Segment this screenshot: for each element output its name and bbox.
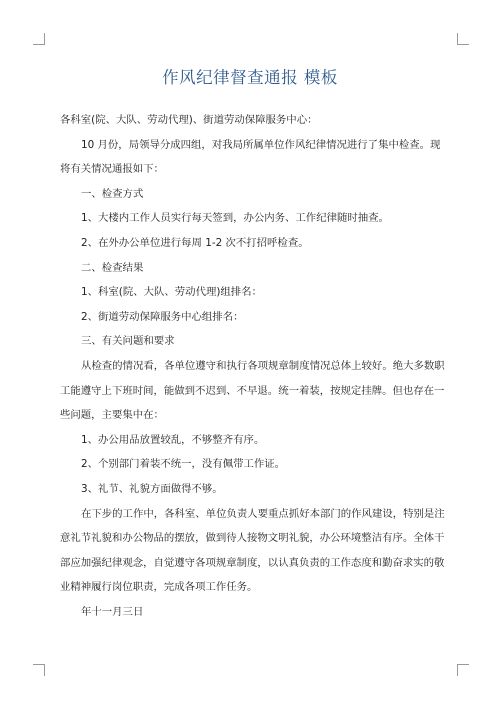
result-item-2: 2、街道劳动保障服务中心组排名： <box>81 310 244 323</box>
crop-mark-top-right <box>457 33 469 45</box>
method-item-1: 1、大楼内工作人员实行每天签到，办公内务、工作纪律随时抽查。 <box>81 212 389 225</box>
result-item-1: 1、科室(院、大队、劳动代理)组排名： <box>81 286 262 299</box>
salutation: 各科室(院、大队、劳动代理)、街道劳动保障服务中心： <box>60 114 318 126</box>
issues-summary-paragraph: 从检查的情况看，各单位遵守和执行各项规章制度情况总体上较好。绝大多数职工能遵守上下班时间，能做到不迟到、不早退。统一着装，按规定挂牌。但也存在一些问题，主要集中在： <box>60 359 445 422</box>
document-body <box>60 108 445 624</box>
crop-mark-bottom-left <box>33 664 45 676</box>
section-heading-method: 一、检查方式 <box>81 187 144 200</box>
crop-mark-bottom-right <box>457 664 469 676</box>
intro-paragraph: 10 月份，局领导分成四组，对我局所属单位作风纪律情况进行了集中检查。现将有关情况通报如下： <box>60 138 441 176</box>
document-title: 作风纪律督查通报 模板 <box>162 68 338 87</box>
issue-item-3: 3、礼节、礼貌方面做得不够。 <box>81 482 223 495</box>
method-item-2: 2、在外办公单位进行每周 1-2 次不打招呼检查。 <box>81 236 309 249</box>
issue-item-2: 2、个别部门着装不统一，没有佩带工作证。 <box>81 458 286 471</box>
section-heading-issues: 三、有关问题和要求 <box>81 335 175 348</box>
issue-item-1: 1、办公用品放置较乱，不够整齐有序。 <box>81 433 265 446</box>
crop-mark-top-left <box>33 33 45 45</box>
requirements-paragraph: 在下步的工作中，各科室、单位负责人要重点抓好本部门的作风建设，特别是注意礼节礼貌和办公物品的摆放，做到待人接物文明礼貌，办公环境整洁有序。全体干部应加强纪律观念，自觉遵守各项规章制度，以认真负责的工作态度和勤奋求实的敬业精神履行岗位职责，完成各项工作任务。 <box>60 507 445 594</box>
section-heading-results: 二、检查结果 <box>81 261 144 274</box>
document-date: 年十一月三日 <box>81 605 144 618</box>
